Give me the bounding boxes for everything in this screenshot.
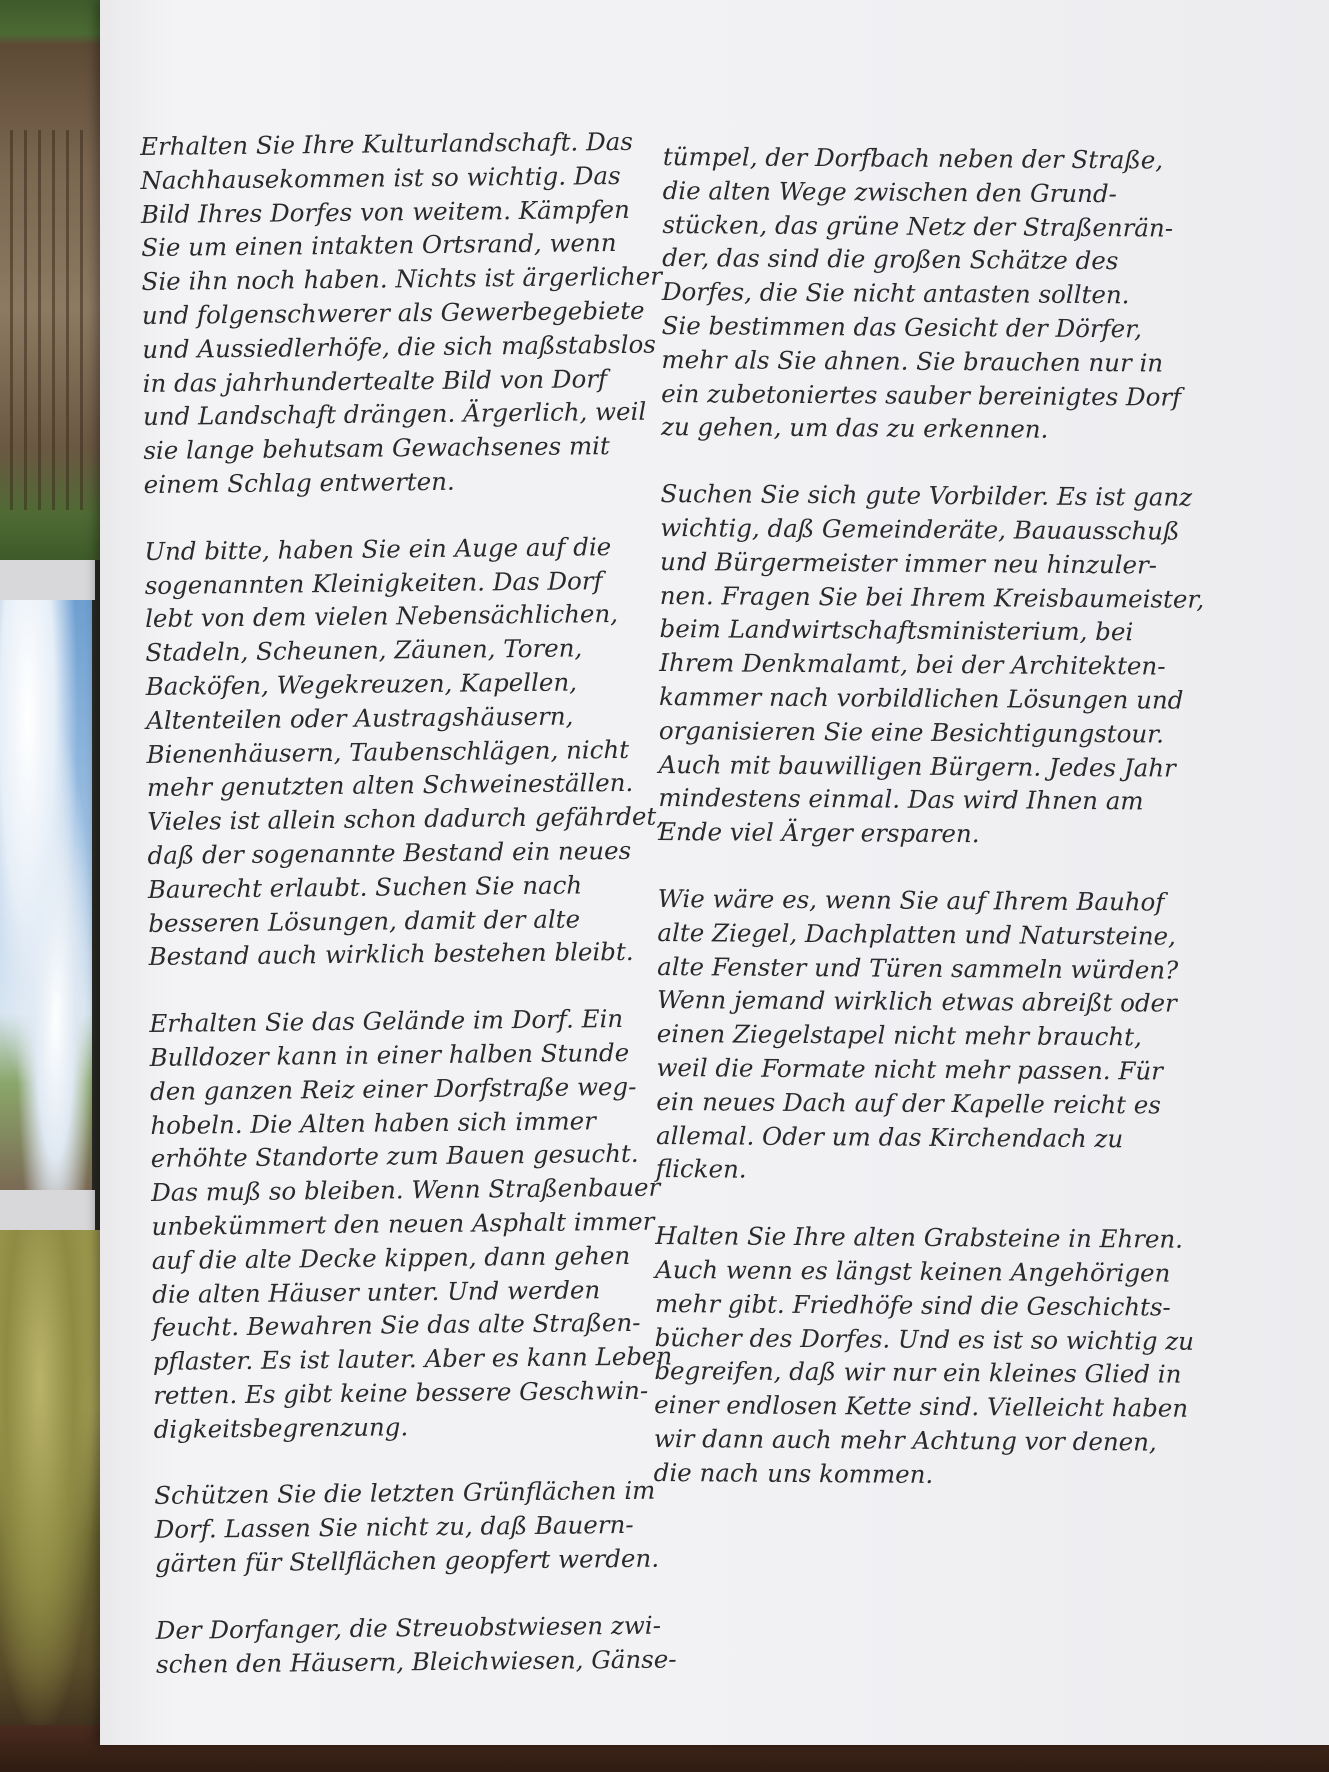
text-line: digkeitsbegrenzung.	[153, 1411, 409, 1444]
text-line: hobeln. Die Alten haben sich immer	[150, 1105, 597, 1140]
text-line: einen Ziegelstapel nicht mehr braucht,	[656, 1019, 1142, 1052]
text-line: Erhalten Sie Ihre Kulturlandschaft. Das	[140, 126, 634, 161]
previous-page-photos	[0, 0, 110, 1772]
text-line: und Aussiedlerhöfe, die sich maßstabslos	[142, 329, 656, 364]
text-line: retten. Es gibt keine bessere Geschwin-	[153, 1375, 649, 1410]
text-line: Dorfes, die Sie nicht antasten sollten.	[661, 277, 1130, 310]
text-line: Bulldozer kann in einer halben Stunde	[149, 1037, 630, 1072]
text-line: wir dann auch mehr Achtung vor denen,	[653, 1423, 1157, 1457]
text-line: Wie wäre es, wenn Sie auf Ihrem Bauhof	[657, 883, 1165, 917]
text-line: in das jahrhundertealte Bild von Dorf	[142, 363, 608, 398]
text-line: alte Fenster und Türen sammeln würden?	[657, 951, 1179, 985]
text-line: Baurecht erlaubt. Suchen Sie nach	[147, 870, 583, 904]
text-line: Bestand auch wirklich bestehen bleibt.	[148, 937, 634, 972]
photo-divider	[0, 560, 95, 600]
text-line: daß der sogenannte Bestand ein neues	[147, 835, 632, 870]
text-line: tümpel, der Dorfbach neben der Straße,	[662, 141, 1164, 175]
text-line: Erhalten Sie das Gelände im Dorf. Ein	[149, 1004, 624, 1039]
text-line: Ende viel Ärger ersparen.	[658, 817, 980, 849]
right-text-column	[653, 140, 1203, 1526]
text-line: Bild Ihres Dorfes von weitem. Kämpfen	[140, 194, 631, 229]
text-line: stücken, das grüne Netz der Straßenrän-	[662, 209, 1174, 243]
text-line: erhöhte Standorte zum Bauen gesucht.	[150, 1139, 639, 1174]
paragraph	[140, 124, 684, 501]
text-line: und folgenschwerer als Gewerbegebiete	[141, 295, 645, 330]
photo-divider	[0, 1190, 95, 1230]
text-line: Stadeln, Scheunen, Zäunen, Toren,	[145, 633, 583, 668]
text-line: schen den Häusern, Bleichwiesen, Gänse-	[155, 1644, 677, 1679]
paragraph	[144, 529, 689, 974]
text-line: mehr gibt. Friedhöfe sind die Geschichts-	[654, 1288, 1171, 1322]
text-line: feucht. Bewahren Sie das alte Straßen-	[152, 1308, 641, 1343]
paragraph	[661, 140, 1203, 448]
text-line: nen. Fragen Sie bei Ihrem Kreisbaumeister,	[659, 580, 1205, 614]
text-line: alte Ziegel, Dachplatten und Natursteine,	[657, 917, 1176, 951]
text-line: und Landschaft drängen. Ärgerlich, weil	[142, 397, 647, 432]
text-line: Schützen Sie die letzten Grünflächen im	[154, 1476, 656, 1511]
text-line: den ganzen Reiz einer Dorfstraße weg-	[149, 1071, 637, 1106]
text-line: ein neues Dach auf der Kapelle reicht es	[656, 1086, 1161, 1120]
text-line: allemal. Oder um das Kirchendach zu	[655, 1120, 1124, 1153]
text-line: mehr genutzten alten Schweineställen.	[146, 768, 634, 803]
paragraph	[149, 1001, 694, 1446]
text-line: Wenn jemand wirklich etwas abreißt oder	[656, 985, 1177, 1018]
paragraph	[154, 1474, 695, 1581]
text-line: Auch mit bauwilligen Bürgern. Jedes Jahr	[658, 749, 1176, 783]
left-text-column	[140, 124, 697, 1714]
text-line: mindestens einmal. Das wird Ihnen am	[658, 783, 1144, 816]
book-page	[100, 0, 1329, 1745]
barn-photo	[0, 0, 100, 560]
text-line: Suchen Sie sich gute Vorbilder. Es ist ganz	[660, 479, 1193, 512]
text-line: Halten Sie Ihre alten Grabsteine in Ehren.	[655, 1221, 1184, 1254]
text-line: Das muß so bleiben. Wenn Straßenbauer	[150, 1172, 661, 1208]
text-line: flicken.	[655, 1154, 747, 1184]
paragraph	[656, 882, 1198, 1190]
text-line: weil die Formate nicht mehr passen. Für	[656, 1052, 1163, 1086]
text-line: einer endlosen Kette sind. Vielleicht haben	[654, 1390, 1189, 1423]
text-line: Backöfen, Wegekreuzen, Kapellen,	[145, 667, 578, 701]
text-line: Vieles ist allein schon dadurch gefährdet,	[147, 801, 665, 837]
text-line: bücher des Dorfes. Und es ist so wichtig zu	[654, 1322, 1195, 1356]
text-line: beim Landwirtschaftsministerium, bei	[659, 614, 1134, 647]
text-line: unbekümmert den neuen Asphalt immer	[151, 1206, 655, 1241]
text-line: zu gehen, um das zu erkennen.	[660, 412, 1049, 445]
text-line: Bienenhäusern, Taubenschlägen, nicht	[146, 734, 630, 769]
text-line: Sie ihn noch haben. Nichts ist ärgerlicher	[141, 261, 663, 297]
paragraph	[156, 1608, 697, 1681]
text-line: besseren Lösungen, damit der alte	[148, 903, 581, 938]
text-line: Sie bestimmen das Gesicht der Dörfer,	[661, 310, 1143, 344]
text-line: Sie um einen intakten Ortsrand, wenn	[141, 228, 617, 263]
text-line: der, das sind die großen Schätze des	[662, 243, 1119, 276]
text-line: kammer nach vorbildlichen Lösungen und	[659, 681, 1184, 715]
village-sky-photo	[0, 600, 92, 1190]
text-line: Auch wenn es längst keinen Angehörigen	[655, 1254, 1171, 1288]
text-line: Der Dorfanger, die Streuobstwiesen zwi-	[155, 1610, 662, 1645]
text-line: begreifen, daß wir nur ein kleines Glied in	[654, 1356, 1182, 1389]
text-line: organisieren Sie eine Besichtigungstour.	[658, 715, 1165, 749]
gravestone-photo	[0, 1230, 100, 1740]
text-line: auf die alte Decke kippen, dann gehen	[151, 1240, 631, 1275]
text-line: sogenannten Kleinigkeiten. Das Dorf	[144, 565, 603, 600]
text-line: sie lange behutsam Gewachsenes mit	[143, 431, 610, 466]
text-line: die alten Häuser unter. Und werden	[152, 1274, 601, 1309]
text-line: wichtig, daß Gemeinderäte, Bauausschuß	[660, 512, 1180, 546]
paragraph	[658, 477, 1205, 853]
text-line: Ihrem Denkmalamt, bei der Architekten-	[659, 648, 1166, 681]
text-line: Altenteilen oder Austragshäusern,	[146, 701, 574, 735]
text-line: die nach uns kommen.	[653, 1457, 934, 1489]
text-line: mehr als Sie ahnen. Sie brauchen nur in	[661, 344, 1164, 378]
paragraph	[654, 1219, 1196, 1493]
text-line: Nachhausekommen ist so wichtig. Das	[140, 160, 621, 195]
text-line: lebt von dem vielen Nebensächlichen,	[144, 599, 619, 634]
text-line: die alten Wege zwischen den Grund-	[662, 175, 1117, 208]
text-line: ein zubetoniertes sauber bereinigtes Dorf	[661, 378, 1182, 412]
text-line: einem Schlag entwerten.	[143, 466, 455, 499]
text-line: pflaster. Es ist lauter. Aber es kann Leben	[152, 1341, 673, 1377]
text-line: und Bürgermeister immer neu hinzuler-	[659, 546, 1158, 580]
text-line: Dorf. Lassen Sie nicht zu, daß Bauern-	[154, 1510, 634, 1545]
text-line: Und bitte, haben Sie ein Auge auf die	[144, 531, 612, 566]
text-line: gärten für Stellflächen geopfert werden.	[154, 1543, 660, 1578]
